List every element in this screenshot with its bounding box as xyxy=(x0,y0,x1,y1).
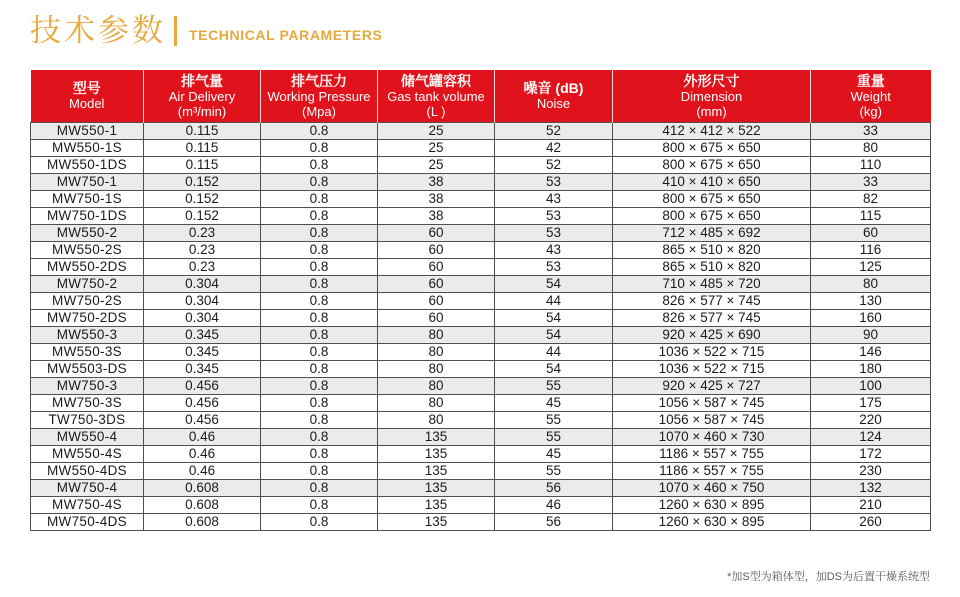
cell-working_pressure: 0.8 xyxy=(261,445,378,462)
cell-dimension: 865 × 510 × 820 xyxy=(613,241,811,258)
cell-weight: 60 xyxy=(811,224,931,241)
cell-model: MW550-1 xyxy=(31,122,144,139)
cell-gas_tank_volume: 38 xyxy=(378,190,495,207)
cell-model: MW750-2S xyxy=(31,292,144,309)
footnote: *加S型为箱体型，加DS为后置干燥系统型 xyxy=(727,571,930,583)
table-row xyxy=(31,360,931,377)
table-row xyxy=(31,139,931,156)
cell-dimension: 800 × 675 × 650 xyxy=(613,207,811,224)
cell-dimension: 1260 × 630 × 895 xyxy=(613,496,811,513)
cell-working_pressure: 0.8 xyxy=(261,190,378,207)
cell-gas_tank_volume: 135 xyxy=(378,496,495,513)
cell-working_pressure: 0.8 xyxy=(261,275,378,292)
cell-air_delivery: 0.608 xyxy=(144,479,261,496)
cell-gas_tank_volume: 25 xyxy=(378,139,495,156)
cell-air_delivery: 0.345 xyxy=(144,326,261,343)
cell-air_delivery: 0.46 xyxy=(144,445,261,462)
cell-working_pressure: 0.8 xyxy=(261,343,378,360)
cell-gas_tank_volume: 135 xyxy=(378,462,495,479)
cell-air_delivery: 0.115 xyxy=(144,122,261,139)
cell-noise: 54 xyxy=(495,360,613,377)
table-row xyxy=(31,394,931,411)
col-header-working_pressure: 排气压力 Working Pressure (Mpa) xyxy=(261,70,378,122)
table-body xyxy=(31,122,931,530)
cell-gas_tank_volume: 60 xyxy=(378,275,495,292)
cell-gas_tank_volume: 80 xyxy=(378,360,495,377)
cell-model: MW550-1S xyxy=(31,139,144,156)
cell-model: MW550-2DS xyxy=(31,258,144,275)
cell-noise: 53 xyxy=(495,258,613,275)
col-header-noise: 噪音 (dB) Noise xyxy=(495,70,613,122)
cell-weight: 33 xyxy=(811,122,931,139)
cell-weight: 220 xyxy=(811,411,931,428)
cell-weight: 260 xyxy=(811,513,931,530)
cell-model: MW550-2S xyxy=(31,241,144,258)
cell-air_delivery: 0.304 xyxy=(144,292,261,309)
cell-weight: 160 xyxy=(811,309,931,326)
cell-model: MW550-4S xyxy=(31,445,144,462)
cell-working_pressure: 0.8 xyxy=(261,156,378,173)
cell-dimension: 1036 × 522 × 715 xyxy=(613,343,811,360)
cell-gas_tank_volume: 25 xyxy=(378,122,495,139)
table-row xyxy=(31,496,931,513)
cell-weight: 33 xyxy=(811,173,931,190)
table-header xyxy=(31,70,931,122)
cell-working_pressure: 0.8 xyxy=(261,394,378,411)
cell-noise: 53 xyxy=(495,173,613,190)
cell-working_pressure: 0.8 xyxy=(261,377,378,394)
cell-gas_tank_volume: 60 xyxy=(378,224,495,241)
table-row xyxy=(31,428,931,445)
cell-air_delivery: 0.115 xyxy=(144,156,261,173)
table-header-row xyxy=(31,70,931,122)
technical-parameters-table xyxy=(30,70,931,531)
cell-air_delivery: 0.456 xyxy=(144,377,261,394)
table-row xyxy=(31,513,931,530)
cell-gas_tank_volume: 135 xyxy=(378,513,495,530)
cell-noise: 44 xyxy=(495,292,613,309)
cell-weight: 124 xyxy=(811,428,931,445)
cell-air_delivery: 0.152 xyxy=(144,207,261,224)
table-row xyxy=(31,377,931,394)
cell-air_delivery: 0.152 xyxy=(144,190,261,207)
table-row xyxy=(31,275,931,292)
cell-dimension: 410 × 410 × 650 xyxy=(613,173,811,190)
table-row xyxy=(31,411,931,428)
cell-working_pressure: 0.8 xyxy=(261,139,378,156)
table-row xyxy=(31,343,931,360)
cell-air_delivery: 0.608 xyxy=(144,513,261,530)
cell-dimension: 1260 × 630 × 895 xyxy=(613,513,811,530)
cell-air_delivery: 0.304 xyxy=(144,275,261,292)
table-row xyxy=(31,156,931,173)
cell-model: MW750-1 xyxy=(31,173,144,190)
cell-weight: 132 xyxy=(811,479,931,496)
page-title: 技术参数 xyxy=(30,13,166,48)
cell-noise: 42 xyxy=(495,139,613,156)
table-row xyxy=(31,122,931,139)
cell-air_delivery: 0.304 xyxy=(144,309,261,326)
cell-air_delivery: 0.46 xyxy=(144,428,261,445)
cell-gas_tank_volume: 38 xyxy=(378,207,495,224)
cell-model: MW5503-DS xyxy=(31,360,144,377)
cell-model: MW750-4S xyxy=(31,496,144,513)
col-header-gas_tank_volume: 储气罐容积 Gas tank volume (L ) xyxy=(378,70,495,122)
cell-model: MW550-2 xyxy=(31,224,144,241)
cell-noise: 52 xyxy=(495,122,613,139)
cell-air_delivery: 0.345 xyxy=(144,360,261,377)
cell-dimension: 800 × 675 × 650 xyxy=(613,156,811,173)
table-row xyxy=(31,241,931,258)
cell-noise: 46 xyxy=(495,496,613,513)
cell-air_delivery: 0.23 xyxy=(144,224,261,241)
cell-weight: 146 xyxy=(811,343,931,360)
cell-model: TW750-3DS xyxy=(31,411,144,428)
cell-noise: 54 xyxy=(495,275,613,292)
cell-weight: 130 xyxy=(811,292,931,309)
cell-weight: 172 xyxy=(811,445,931,462)
cell-dimension: 1186 × 557 × 755 xyxy=(613,462,811,479)
cell-dimension: 826 × 577 × 745 xyxy=(613,309,811,326)
cell-noise: 52 xyxy=(495,156,613,173)
cell-dimension: 920 × 425 × 690 xyxy=(613,326,811,343)
cell-noise: 55 xyxy=(495,462,613,479)
table-row xyxy=(31,190,931,207)
cell-air_delivery: 0.46 xyxy=(144,462,261,479)
cell-model: MW550-4DS xyxy=(31,462,144,479)
cell-noise: 45 xyxy=(495,445,613,462)
cell-dimension: 412 × 412 × 522 xyxy=(613,122,811,139)
cell-dimension: 1056 × 587 × 745 xyxy=(613,394,811,411)
title-divider xyxy=(174,16,177,46)
cell-working_pressure: 0.8 xyxy=(261,411,378,428)
cell-gas_tank_volume: 135 xyxy=(378,445,495,462)
cell-noise: 53 xyxy=(495,224,613,241)
page-subtitle: TECHNICAL PARAMETERS xyxy=(189,26,383,43)
col-header-air_delivery: 排气量 Air Delivery (m³/min) xyxy=(144,70,261,122)
cell-gas_tank_volume: 135 xyxy=(378,428,495,445)
cell-gas_tank_volume: 60 xyxy=(378,292,495,309)
cell-working_pressure: 0.8 xyxy=(261,360,378,377)
cell-weight: 80 xyxy=(811,275,931,292)
cell-air_delivery: 0.608 xyxy=(144,496,261,513)
cell-air_delivery: 0.23 xyxy=(144,241,261,258)
cell-air_delivery: 0.152 xyxy=(144,173,261,190)
col-header-weight: 重量 Weight (kg) xyxy=(811,70,931,122)
cell-working_pressure: 0.8 xyxy=(261,309,378,326)
table-row xyxy=(31,462,931,479)
cell-noise: 56 xyxy=(495,513,613,530)
cell-air_delivery: 0.115 xyxy=(144,139,261,156)
cell-gas_tank_volume: 60 xyxy=(378,258,495,275)
table-row xyxy=(31,224,931,241)
cell-weight: 82 xyxy=(811,190,931,207)
cell-weight: 116 xyxy=(811,241,931,258)
table-row xyxy=(31,258,931,275)
cell-air_delivery: 0.456 xyxy=(144,394,261,411)
cell-gas_tank_volume: 80 xyxy=(378,394,495,411)
cell-noise: 55 xyxy=(495,428,613,445)
page-header xyxy=(30,12,383,49)
cell-weight: 115 xyxy=(811,207,931,224)
cell-noise: 43 xyxy=(495,241,613,258)
cell-weight: 180 xyxy=(811,360,931,377)
cell-noise: 44 xyxy=(495,343,613,360)
cell-dimension: 710 × 485 × 720 xyxy=(613,275,811,292)
cell-gas_tank_volume: 135 xyxy=(378,479,495,496)
cell-working_pressure: 0.8 xyxy=(261,513,378,530)
cell-model: MW750-1DS xyxy=(31,207,144,224)
cell-working_pressure: 0.8 xyxy=(261,241,378,258)
cell-gas_tank_volume: 80 xyxy=(378,343,495,360)
cell-gas_tank_volume: 25 xyxy=(378,156,495,173)
cell-model: MW750-2DS xyxy=(31,309,144,326)
cell-model: MW550-3S xyxy=(31,343,144,360)
table-row xyxy=(31,207,931,224)
cell-model: MW750-4DS xyxy=(31,513,144,530)
cell-gas_tank_volume: 80 xyxy=(378,377,495,394)
cell-working_pressure: 0.8 xyxy=(261,207,378,224)
cell-weight: 90 xyxy=(811,326,931,343)
cell-noise: 55 xyxy=(495,411,613,428)
cell-dimension: 1036 × 522 × 715 xyxy=(613,360,811,377)
cell-working_pressure: 0.8 xyxy=(261,224,378,241)
cell-noise: 45 xyxy=(495,394,613,411)
cell-working_pressure: 0.8 xyxy=(261,326,378,343)
cell-gas_tank_volume: 60 xyxy=(378,309,495,326)
cell-working_pressure: 0.8 xyxy=(261,462,378,479)
cell-dimension: 800 × 675 × 650 xyxy=(613,139,811,156)
cell-dimension: 1056 × 587 × 745 xyxy=(613,411,811,428)
cell-dimension: 1186 × 557 × 755 xyxy=(613,445,811,462)
cell-air_delivery: 0.456 xyxy=(144,411,261,428)
cell-weight: 175 xyxy=(811,394,931,411)
table-row xyxy=(31,173,931,190)
cell-gas_tank_volume: 80 xyxy=(378,326,495,343)
cell-working_pressure: 0.8 xyxy=(261,496,378,513)
cell-gas_tank_volume: 60 xyxy=(378,241,495,258)
table-row xyxy=(31,479,931,496)
cell-weight: 100 xyxy=(811,377,931,394)
cell-gas_tank_volume: 38 xyxy=(378,173,495,190)
cell-working_pressure: 0.8 xyxy=(261,258,378,275)
cell-dimension: 920 × 425 × 727 xyxy=(613,377,811,394)
cell-working_pressure: 0.8 xyxy=(261,479,378,496)
cell-working_pressure: 0.8 xyxy=(261,173,378,190)
cell-noise: 53 xyxy=(495,207,613,224)
col-header-dimension: 外形尺寸 Dimension (mm) xyxy=(613,70,811,122)
table-row xyxy=(31,292,931,309)
cell-weight: 110 xyxy=(811,156,931,173)
cell-working_pressure: 0.8 xyxy=(261,122,378,139)
cell-air_delivery: 0.345 xyxy=(144,343,261,360)
cell-model: MW750-2 xyxy=(31,275,144,292)
cell-weight: 80 xyxy=(811,139,931,156)
cell-dimension: 712 × 485 × 692 xyxy=(613,224,811,241)
cell-dimension: 1070 × 460 × 730 xyxy=(613,428,811,445)
cell-noise: 54 xyxy=(495,309,613,326)
cell-noise: 55 xyxy=(495,377,613,394)
cell-gas_tank_volume: 80 xyxy=(378,411,495,428)
cell-model: MW750-4 xyxy=(31,479,144,496)
cell-model: MW750-3S xyxy=(31,394,144,411)
cell-model: MW550-3 xyxy=(31,326,144,343)
col-header-model: 型号 Model xyxy=(31,70,144,122)
cell-model: MW750-1S xyxy=(31,190,144,207)
table-row xyxy=(31,445,931,462)
cell-dimension: 1070 × 460 × 750 xyxy=(613,479,811,496)
cell-noise: 56 xyxy=(495,479,613,496)
cell-noise: 43 xyxy=(495,190,613,207)
cell-weight: 125 xyxy=(811,258,931,275)
cell-dimension: 826 × 577 × 745 xyxy=(613,292,811,309)
table-row xyxy=(31,309,931,326)
table-row xyxy=(31,326,931,343)
cell-model: MW550-4 xyxy=(31,428,144,445)
cell-air_delivery: 0.23 xyxy=(144,258,261,275)
cell-model: MW750-3 xyxy=(31,377,144,394)
cell-working_pressure: 0.8 xyxy=(261,292,378,309)
cell-weight: 210 xyxy=(811,496,931,513)
cell-model: MW550-1DS xyxy=(31,156,144,173)
cell-dimension: 800 × 675 × 650 xyxy=(613,190,811,207)
cell-dimension: 865 × 510 × 820 xyxy=(613,258,811,275)
cell-weight: 230 xyxy=(811,462,931,479)
cell-noise: 54 xyxy=(495,326,613,343)
cell-working_pressure: 0.8 xyxy=(261,428,378,445)
